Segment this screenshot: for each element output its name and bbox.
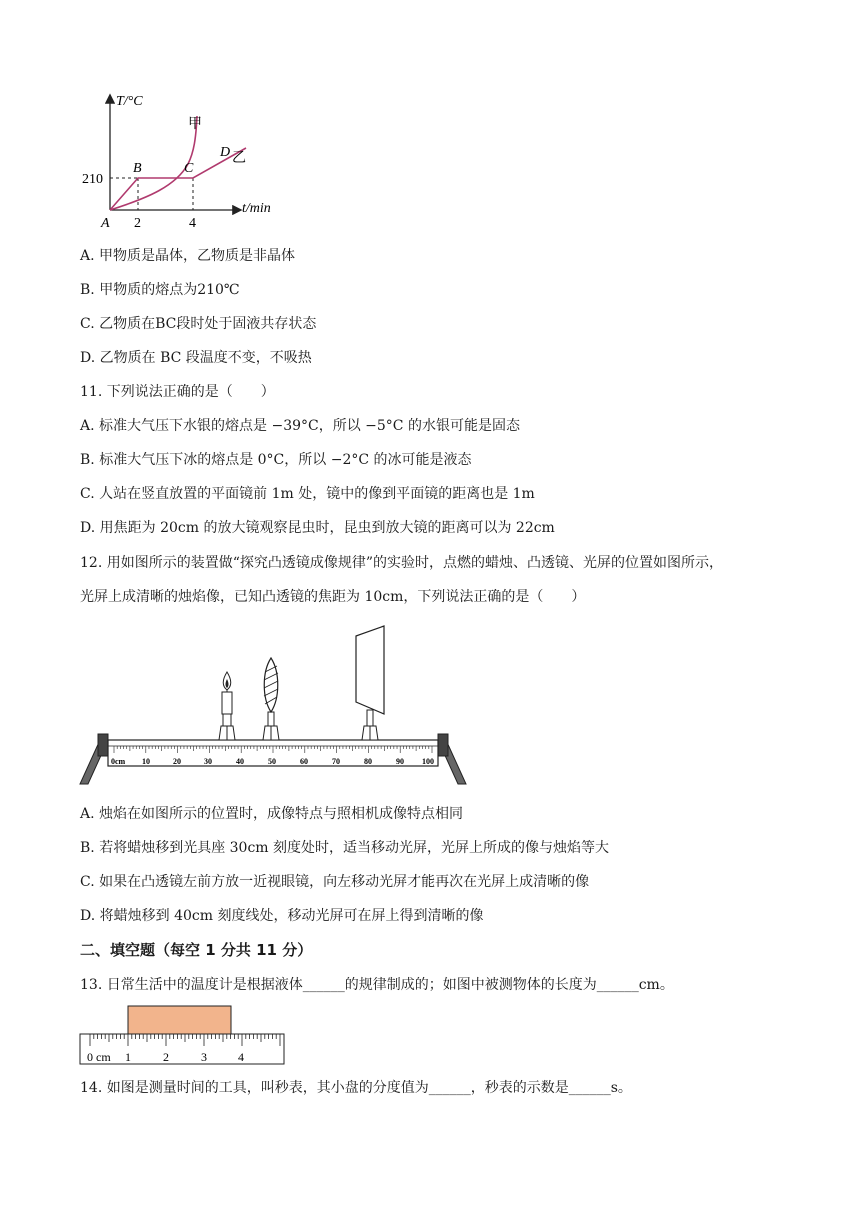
q13-stem: 13. 日常生活中的温度计是根据液体______的规律制成的；如图中被测物体的长度为______cm。 [80, 977, 674, 993]
q11-option-a: A. 标准大气压下水银的熔点是 −39°C，所以 −5°C 的水银可能是固态 [80, 418, 520, 434]
bench-label-80: 80 [364, 757, 372, 766]
curve-label-yi: 乙 [232, 151, 246, 166]
q11-option-b: B. 标准大气压下冰的熔点是 0°C，所以 −2°C 的冰可能是液态 [80, 452, 472, 468]
y-axis-label: T/°C [116, 94, 143, 109]
point-b: B [133, 161, 142, 176]
bench-label-50: 50 [268, 757, 276, 766]
q12-option-c: C. 如果在凸透镜左前方放一近视眼镜，向左移动光屏才能再次在光屏上成清晰的像 [80, 874, 590, 890]
bench-label-60: 60 [300, 757, 308, 766]
ruler-figure [78, 1004, 288, 1068]
x-tick-4: 4 [189, 216, 196, 231]
bench-label-100: 100 [422, 757, 434, 766]
convex-lens [263, 658, 279, 740]
ruler-label-0: 0 cm [87, 1050, 111, 1064]
measured-block [128, 1006, 231, 1034]
bench-clamp-right [438, 734, 448, 756]
q10-option-a: A. 甲物质是晶体，乙物质是非晶体 [80, 248, 296, 264]
bench-label-10: 10 [142, 757, 150, 766]
y-tick-210: 210 [82, 172, 103, 187]
q12-option-d: D. 将蜡烛移到 40cm 刻度线处，移动光屏可在屏上得到清晰的像 [80, 908, 484, 924]
point-d: D [220, 145, 231, 160]
q11-option-c: C. 人站在竖直放置的平面镜前 1m 处，镜中的像到平面镜的距离也是 1m [80, 486, 535, 502]
bench-label-40: 40 [236, 757, 244, 766]
q11-option-d: D. 用焦距为 20cm 的放大镜观察昆虫时，昆虫到放大镜的距离可以为 22cm [80, 520, 555, 536]
q14-stem: 14. 如图是测量时间的工具，叫秒表，其小盘的分度值为______，秒表的示数是______s。 [80, 1080, 632, 1096]
curve-label-jia: 甲 [188, 117, 202, 132]
section-2-title: 二、填空题（每空 1 分共 11 分） [80, 941, 313, 959]
bench-label-20: 20 [173, 757, 181, 766]
q12-option-a: A. 烛焰在如图所示的位置时，成像特点与照相机成像特点相同 [80, 806, 464, 822]
q11-stem: 11. 下列说法正确的是（ ） [80, 384, 275, 400]
ruler-label-2: 2 [163, 1050, 169, 1064]
bench-label-30: 30 [204, 757, 212, 766]
ruler-label-1: 1 [125, 1050, 131, 1064]
point-c: C [184, 161, 194, 176]
q10-option-c: C. 乙物质在BC段时处于固液共存状态 [80, 316, 317, 332]
x-tick-2: 2 [134, 216, 141, 231]
q12-option-b: B. 若将蜡烛移到光具座 30cm 刻度处时，适当移动光屏，光屏上所成的像与烛焰等大 [80, 840, 610, 856]
candle [219, 672, 235, 740]
temperature-time-graph [78, 86, 288, 232]
bench-clamp-left [98, 734, 108, 756]
light-screen [356, 626, 384, 740]
point-a: A [101, 216, 110, 231]
ruler-label-3: 3 [201, 1050, 207, 1064]
q10-option-d: D. 乙物质在 BC 段温度不变，不吸热 [80, 350, 312, 366]
q10-option-b: B. 甲物质的熔点为210℃ [80, 282, 240, 298]
bench-label-0: 0cm [111, 757, 126, 766]
q12-stem-line2: 光屏上成清晰的烛焰像，已知凸透镜的焦距为 10cm，下列说法正确的是（ ） [80, 589, 586, 605]
optical-bench-figure [78, 622, 470, 788]
q12-stem-line1: 12. 用如图所示的装置做“探究凸透镜成像规律”的实验时，点燃的蜡烛、凸透镜、光屏的位置如图所示， [80, 555, 724, 571]
bench-label-90: 90 [396, 757, 404, 766]
x-axis-label: t/min [242, 201, 271, 216]
bench-label-70: 70 [332, 757, 340, 766]
ruler-label-4: 4 [238, 1050, 244, 1064]
